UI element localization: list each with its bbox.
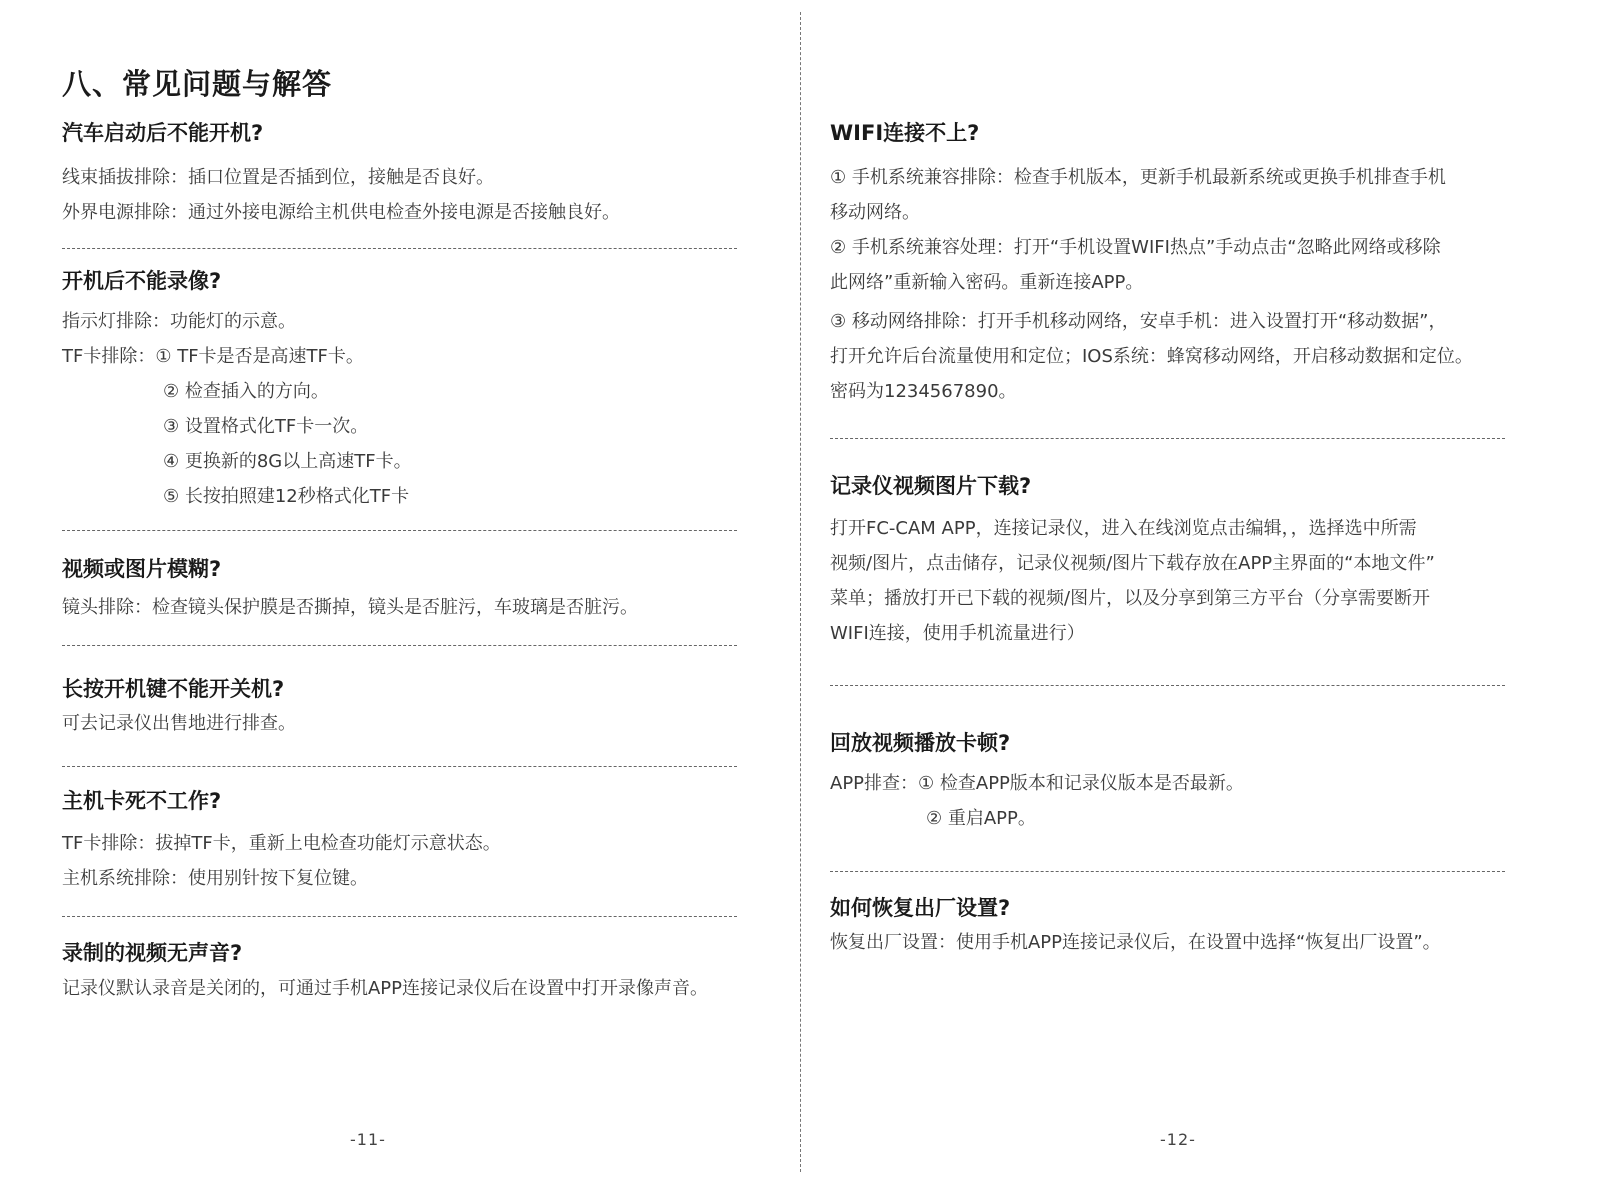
faq-answer-line: 主机系统排除：使用别针按下复位键。 [62,868,368,889]
faq-answer-line: ⑤ 长按拍照建12秒格式化TF卡 [163,486,410,507]
faq-answer-line: TF卡排除：① TF卡是否是高速TF卡。 [62,346,364,367]
faq-answer-line: 恢复出厂设置：使用手机APP连接记录仪后，在设置中选择“恢复出厂设置”。 [830,932,1441,953]
section-divider [62,248,737,249]
faq-heading-download: 记录仪视频图片下载? [830,474,1032,498]
faq-heading-frozen: 主机卡死不工作? [62,789,222,813]
section-divider [830,438,1505,439]
faq-answer-line: ② 手机系统兼容处理：打开“手机设置WIFI热点”手动点击“忽略此网络或移除 [830,237,1441,258]
faq-heading-car-start: 汽车启动后不能开机? [62,121,264,145]
faq-heading-power-key: 长按开机键不能开关机? [62,677,285,701]
section-divider [62,645,737,646]
section-divider [62,530,737,531]
faq-answer-line: ④ 更换新的8G以上高速TF卡。 [163,451,412,472]
faq-answer-line: 打开允许后台流量使用和定位；IOS系统：蜂窝移动网络，开启移动数据和定位。 [830,346,1473,367]
faq-answer-line: ② 检查插入的方向。 [163,381,329,402]
faq-answer-line: 菜单；播放打开已下载的视频/图片，以及分享到第三方平台（分享需要断开 [830,588,1431,609]
faq-answer-line: TF卡排除：拔掉TF卡，重新上电检查功能灯示意状态。 [62,833,501,854]
section-divider [62,766,737,767]
faq-answer-line: 密码为1234567890。 [830,381,1017,402]
faq-answer-line: 外界电源排除：通过外接电源给主机供电检查外接电源是否接触良好。 [62,202,620,223]
page-title: 八、常见问题与解答 [62,67,333,101]
faq-answer-line: 记录仪默认录音是关闭的，可通过手机APP连接记录仪后在设置中打开录像声音。 [62,978,709,999]
page-right [800,0,1600,1178]
faq-answer-line: 打开FC-CAM APP，连接记录仪，进入在线浏览点击编辑，，选择选中所需 [830,518,1417,539]
page-number: -12- [1160,1130,1196,1149]
faq-answer-line: 此网络”重新输入密码。重新连接APP。 [830,272,1144,293]
faq-answer-line: APP排查：① 检查APP版本和记录仪版本是否最新。 [830,773,1244,794]
section-divider [830,685,1505,686]
section-divider [62,916,737,917]
faq-answer-line: ② 重启APP。 [926,808,1036,829]
section-divider [830,871,1505,872]
page-number: -11- [350,1130,386,1149]
faq-answer-line: ③ 设置格式化TF卡一次。 [163,416,369,437]
faq-answer-line: 视频/图片，点击储存，记录仪视频/图片下载存放在APP主界面的“本地文件” [830,553,1435,574]
faq-answer-line: 镜头排除：检查镜头保护膜是否撕掉，镜头是否脏污，车玻璃是否脏污。 [62,597,638,618]
faq-answer-line: 移动网络。 [830,202,920,223]
faq-answer-line: WIFI连接，使用手机流量进行） [830,623,1085,644]
faq-heading-factory-reset: 如何恢复出厂设置? [830,896,1011,920]
faq-answer-line: ① 手机系统兼容排除：检查手机版本，更新手机最新系统或更换手机排查手机 [830,167,1446,188]
faq-answer-line: ③ 移动网络排除：打开手机移动网络，安卓手机：进入设置打开“移动数据”， [830,311,1447,332]
faq-heading-blurry: 视频或图片模糊? [62,557,222,581]
faq-answer-line: 线束插拔排除：插口位置是否插到位，接触是否良好。 [62,167,494,188]
faq-answer-line: 指示灯排除：功能灯的示意。 [62,311,296,332]
faq-answer-line: 可去记录仪出售地进行排查。 [62,713,296,734]
faq-heading-no-sound: 录制的视频无声音? [62,941,243,965]
faq-heading-playback-lag: 回放视频播放卡顿? [830,731,1011,755]
faq-heading-no-recording: 开机后不能录像? [62,269,222,293]
faq-heading-wifi: WIFI连接不上? [830,121,980,145]
